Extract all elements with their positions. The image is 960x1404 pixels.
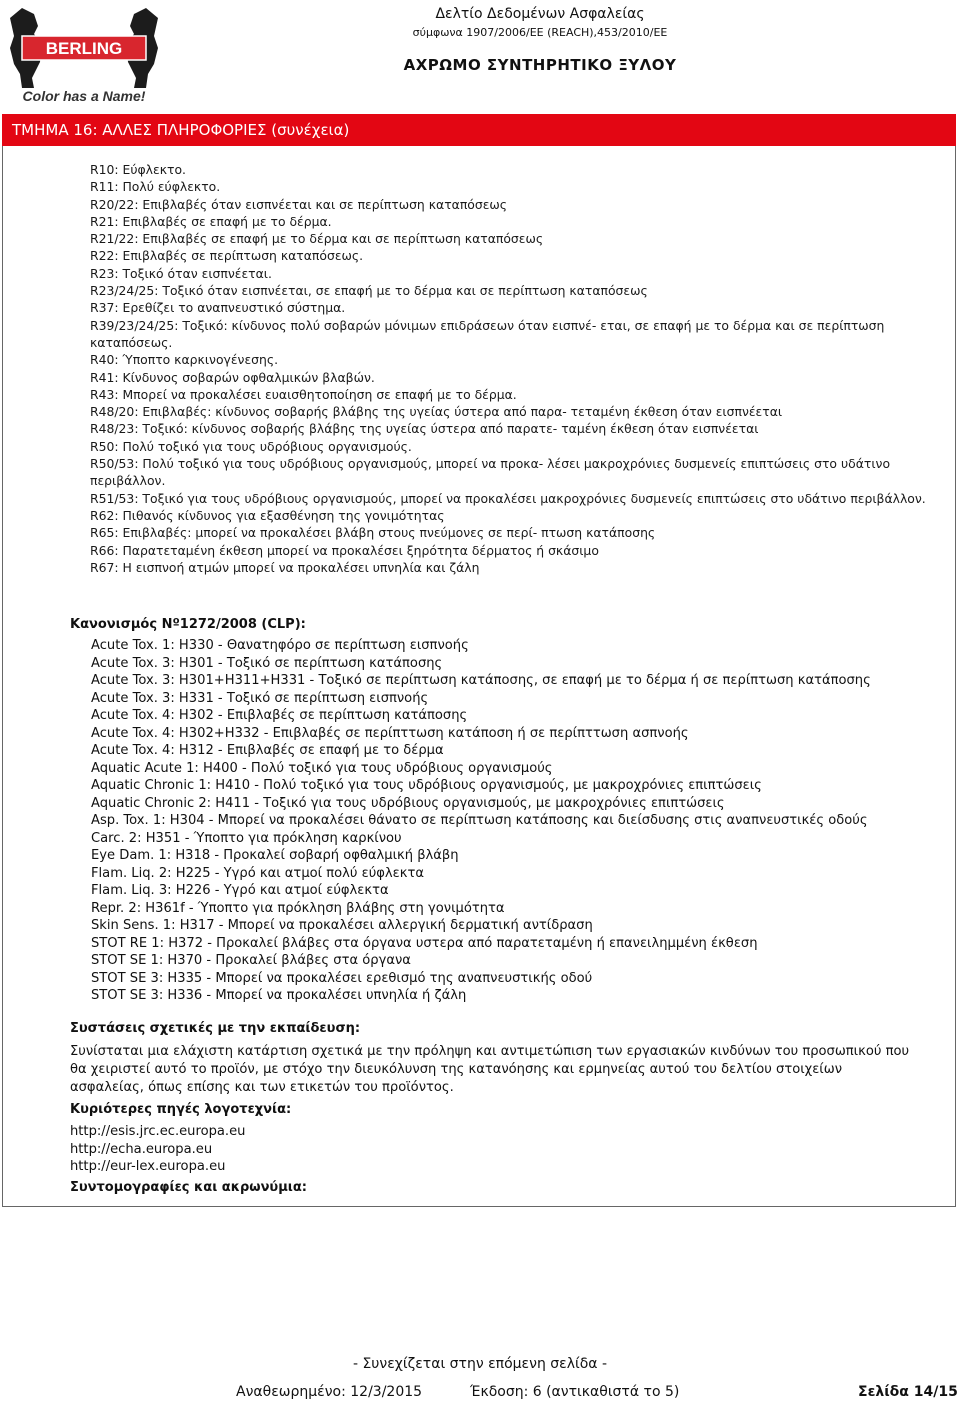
logo-slogan: Color has a Name! <box>22 88 146 104</box>
reference-link[interactable]: http://echa.europa.eu <box>70 1141 213 1157</box>
r-phrases-list <box>90 161 930 576</box>
training-heading: Συστάσεις σχετικές με την εκπαίδευση: <box>70 1021 361 1036</box>
clp-item: Acute Tox. 1: H330 - Θανατηφόρο σε περίπτωση εισπνοής <box>91 638 469 653</box>
reference-link[interactable]: http://eur-lex.europa.eu <box>70 1159 226 1174</box>
clp-item: Repr. 2: H361f - Ύποπτο για πρόκληση βλάβης στη γονιμότητα <box>91 900 505 916</box>
clp-item: Eye Dam. 1: H318 - Προκαλεί σοβαρή οφθαλμική βλάβη <box>91 848 459 863</box>
references-heading: Κυριότερες πηγές λογοτεχνία: <box>70 1102 292 1117</box>
r-phrase: R11: Πολύ εύφλεκτο. <box>90 179 221 195</box>
berling-logo <box>4 4 164 104</box>
r-phrase: R48/23: Τοξικό: κίνδυνος σοβαρής βλάβης της υγείας ύστερα από παρατε- ταμένη έκθεση όταν εισπνέεται <box>90 421 759 437</box>
clp-item: Carc. 2: H351 - Ύποπτο για πρόκληση καρκίνου <box>91 830 402 846</box>
r-phrase: R43: Μπορεί να προκαλέσει ευαισθητοποίηση σε επαφή με το δέρμα. <box>90 386 517 402</box>
r-phrase: R41: Κίνδυνος σοβαρών οφθαλμικών βλαβών. <box>90 369 375 385</box>
clp-item: Acute Tox. 4: H302+H332 - Επιβλαβές σε περίπττωση κατάποση ή σε περίπττωση ασπνοής <box>91 725 689 741</box>
r-phrase: R22: Επιβλαβές σε περίπτωση καταπόσεως. <box>90 248 364 264</box>
footer-revised-date: Αναθεωρημένο: 12/3/2015 <box>236 1384 423 1400</box>
r-phrase: R10: Εύφλεκτο. <box>90 162 186 177</box>
clp-item: STOT SE 3: H335 - Μπορεί να προκαλέσει ερεθισμό της αναπνευστικής οδού <box>91 970 593 986</box>
r-phrase: R65: Επιβλαβές: μπορεί να προκαλέσει βλάβη στους πνεύμονες σε περί- πτωση κατάποσης <box>90 525 656 541</box>
clp-item: Acute Tox. 4: H302 - Επιβλαβές σε περίπτωση κατάποσης <box>91 708 468 723</box>
footer-edition: Έκδοση: 6 (αντικαθιστά το 5) <box>470 1384 680 1400</box>
training-text: Συνίσταται μια ελάχιστη κατάρτιση σχετικά με την πρόληψη και αντιμετώπιση των εργασιακών κινδύνων του προσωπικού που θα χειριστεί αυτό το προϊόν, με στόχο την διευκόλυνση της κατανόησης και ερμηνείας αυτού του δελτίου στοιχείων ασφαλείας, όπως επίσης και των ετικετών του προϊόντος. <box>70 1044 910 1095</box>
r-phrase: R51/53: Τοξικό για τους υδρόβιους οργανισμούς, μπορεί να προκαλέσει μακροχρόνιες δυσμενείς επιπτώσεις στο υδάτινο περιβάλλον. <box>90 490 926 506</box>
product-name: ΑΧΡΩΜΟ ΣΥΝΤΗΡΗΤΙΚΟ ΞΥΛΟΥ <box>403 56 677 74</box>
section-title-bar: ΤΜΗΜΑ 16: ΑΛΛΕΣ ΠΛΗΡΟΦΟΡΙΕΣ (συνέχεια) <box>2 114 956 146</box>
r-phrase: R66: Παρατεταμένη έκθεση μπορεί να προκαλέσει ξηρότητα δέρματος ή σκάσιμο <box>90 542 599 558</box>
clp-item: Acute Tox. 3: H301 - Τοξικό σε περίπτωση κατάποσης <box>91 655 443 671</box>
r-phrase: R39/23/24/25: Τοξικό: κίνδυνος πολύ σοβαρών μόνιμων επιδράσεων όταν εισπνέ- εται, σε επαφή με το δέρμα και σε περίπτωση καταπόσεως. <box>90 317 885 350</box>
document-title: Δελτίο Δεδομένων Ασφαλείας <box>435 6 645 22</box>
r-phrase: R40: Ύποπτο καρκινογένεσης. <box>90 352 279 368</box>
r-phrase: R50/53: Πολύ τοξικό για τους υδρόβιους οργανισμούς, μπορεί να προκα- λέσει μακροχρόνιες δυσμενείς επιπτώσεις στο υδάτινο περιβάλλον. <box>90 456 891 489</box>
clp-item: Acute Tox. 3: H301+H311+H331 - Τοξικό σε περίπτωση κατάποσης, σε επαφή με το δέρμα ή σε περίπτωση κατάποσης <box>91 673 871 688</box>
r-phrase: R21: Επιβλαβές σε επαφή με το δέρμα. <box>90 213 332 229</box>
footer-page-number: Σελίδα 14/15 <box>858 1384 958 1400</box>
page-header <box>0 0 960 108</box>
r-phrase: R50: Πολύ τοξικό για τους υδρόβιους οργανισμούς. <box>90 438 412 454</box>
clp-item: Flam. Liq. 2: H225 - Υγρό και ατμοί πολύ εύφλεκτα <box>91 865 424 881</box>
clp-heading: Κανονισμός Nº1272/2008 (CLP): <box>70 617 306 632</box>
references-list <box>70 1123 245 1176</box>
r-phrase: R21/22: Επιβλαβές σε επαφή με το δέρμα και σε περίπτωση καταπόσεως <box>90 231 544 247</box>
r-phrase: R62: Πιθανός κίνδυνος για εξασθένηση της γονιμότητας <box>90 507 445 523</box>
clp-item: Aquatic Chronic 1: H410 - Πολύ τοξικό για τους υδρόβιους οργανισμούς, με μακροχρόνιες επιπτώσεις <box>91 778 762 793</box>
reference-link[interactable]: http://esis.jrc.ec.europa.eu <box>70 1124 246 1139</box>
logo-wordmark: BERLING <box>45 39 123 58</box>
continued-note: - Συνεχίζεται στην επόμενη σελίδα - <box>352 1356 608 1372</box>
clp-item: Acute Tox. 4: H312 - Επιβλαβές σε επαφή με το δέρμα <box>91 743 444 758</box>
r-phrase: R67: Η εισπνοή ατμών μπορεί να προκαλέσει υπνηλία και ζάλη <box>90 559 480 575</box>
r-phrase: R23/24/25: Τοξικό όταν εισπνέεται, σε επαφή με το δέρμα και σε περίπτωση καταπόσεως <box>90 283 648 299</box>
r-phrase: R37: Ερεθίζει το αναπνευστικό σύστημα. <box>90 300 346 316</box>
document-regulation: σύμφωνα 1907/2006/ΕΕ (REACH),453/2010/ΕΕ <box>412 26 668 39</box>
abbreviations-heading: Συντομογραφίες και ακρωνύμια: <box>70 1180 307 1195</box>
clp-item: Acute Tox. 3: H331 - Τοξικό σε περίπτωση εισπνοής <box>91 690 429 706</box>
clp-item: STOT RE 1: H372 - Προκαλεί βλάβες στα όργανα υστερα από παρατεταμένη ή επανειλημμένη έκθεση <box>91 935 758 951</box>
r-phrase: R23: Τοξικό όταν εισπνέεται. <box>90 265 272 281</box>
clp-item: Flam. Liq. 3: H226 - Υγρό και ατμοί εύφλεκτα <box>91 883 389 898</box>
clp-item: STOT SE 3: H336 - Μπορεί να προκαλέσει υπνηλία ή ζάλη <box>91 988 467 1003</box>
clp-item: Aquatic Chronic 2: H411 - Τοξικό για τους υδρόβιους οργανισμούς, με μακροχρόνιες επιπτώσεις <box>91 795 725 811</box>
clp-hazard-list <box>91 637 951 1005</box>
clp-item: STOT SE 1: H370 - Προκαλεί βλάβες στα όργανα <box>91 953 411 968</box>
clp-item: Asp. Tox. 1: H304 - Μπορεί να προκαλέσει θάνατο σε περίπτωση κατάποσης και διείσδυσης στις αναπνευστικές οδούς <box>91 813 868 828</box>
clp-item: Aquatic Acute 1: H400 - Πολύ τοξικό για τους υδρόβιους οργανισμούς <box>91 760 553 776</box>
clp-item: Skin Sens. 1: H317 - Μπορεί να προκαλέσει αλλεργική δερματική αντίδραση <box>91 918 593 933</box>
r-phrase: R48/20: Επιβλαβές: κίνδυνος σοβαρής βλάβης της υγείας ύστερα από παρα- τεταμένη έκθεση όταν εισπνέεται <box>90 404 783 420</box>
r-phrase: R20/22: Επιβλαβές όταν εισπνέεται και σε περίπτωση καταπόσεως <box>90 196 508 212</box>
